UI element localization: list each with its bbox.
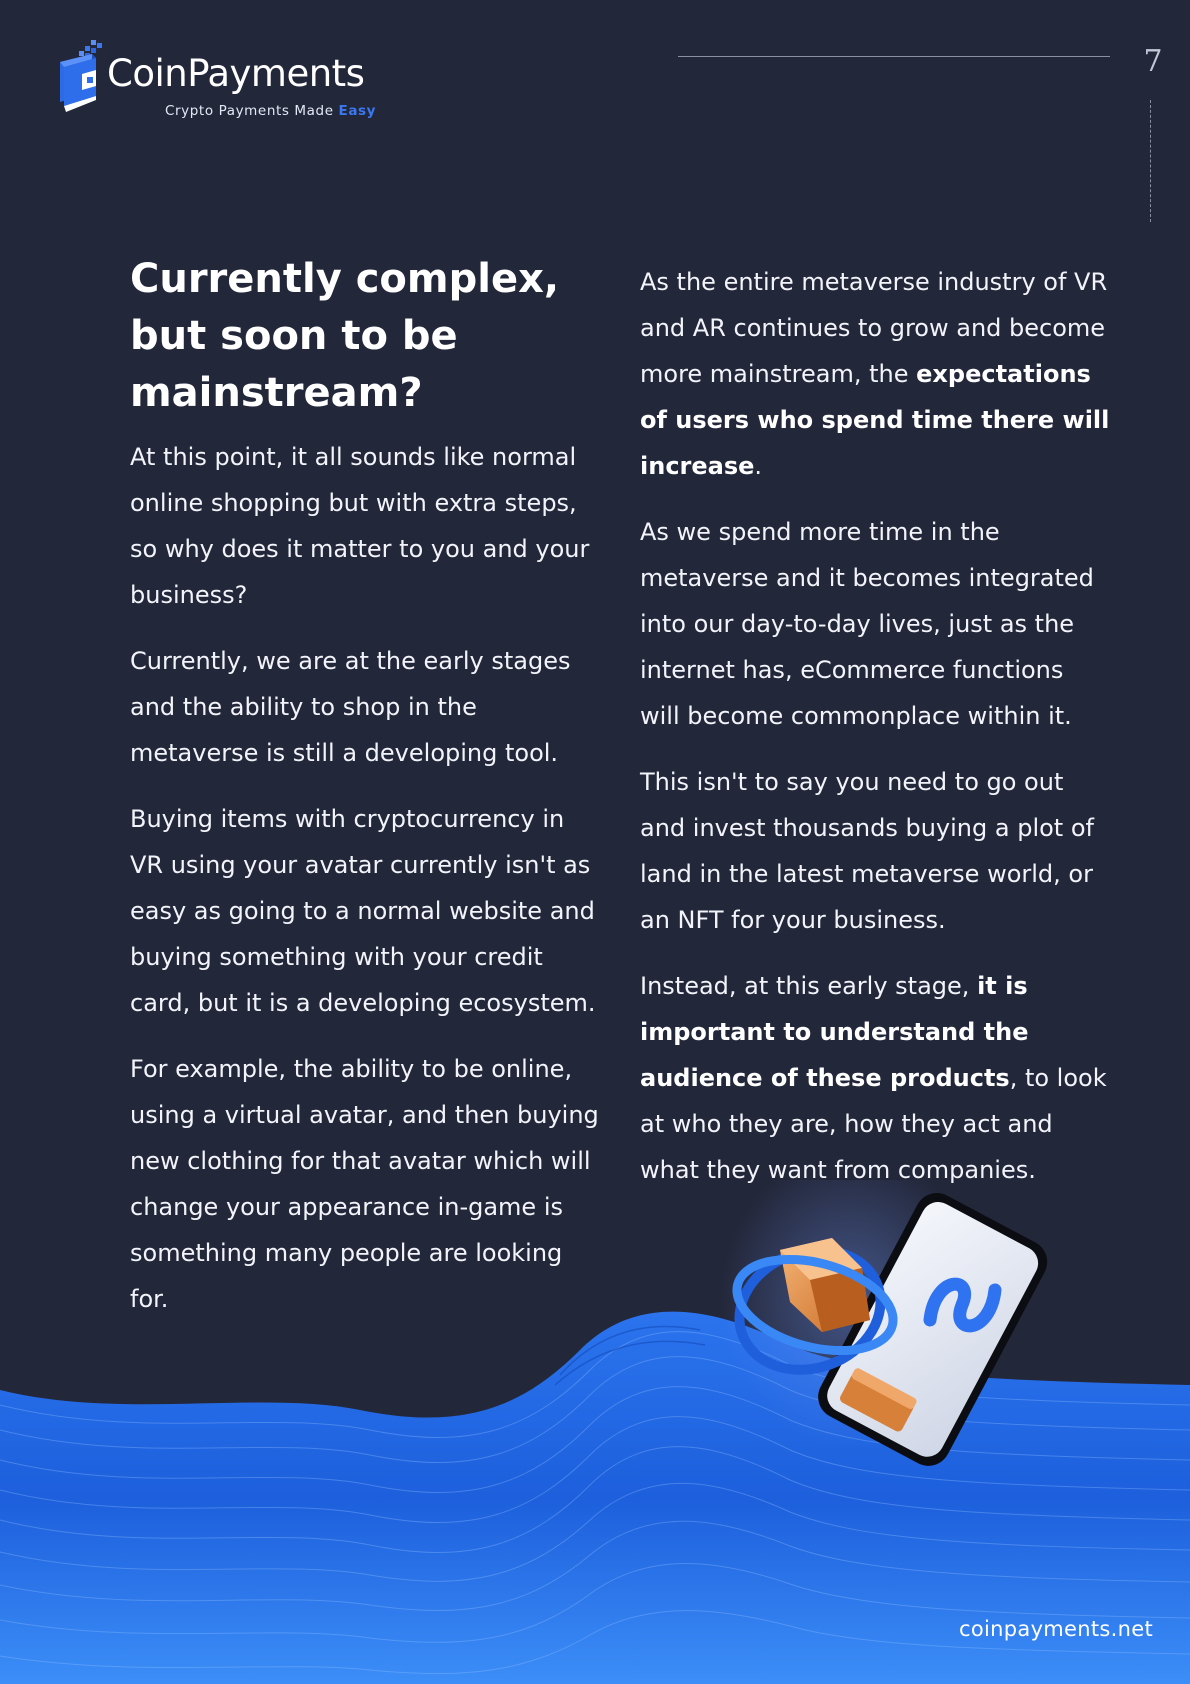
right-paragraph-3: This isn't to say you need to go out and invest thousands buying a plot of land in the latest metaverse world, or an NFT for your business.: [640, 768, 1094, 934]
right-paragraph-4-text: Instead, at this early stage,: [640, 972, 978, 1000]
tagline-text: Crypto Payments Made: [165, 103, 334, 119]
left-paragraph-2: Currently, we are at the early stages and the ability to shop in the metaverse is still a developing tool.: [130, 647, 571, 767]
dotted-divider: [1150, 100, 1151, 222]
right-paragraph-1-text: As the entire metaverse industry of VR and AR continues to grow and become more mainstream, the: [640, 268, 1108, 388]
left-column: [130, 251, 600, 1342]
right-paragraph-4-end: , to look at who they are, how they act and what they want from companies.: [640, 1064, 1107, 1184]
footer-url: coinpayments.net: [959, 1617, 1153, 1641]
logo-wordmark: CoinPayments: [107, 52, 365, 95]
right-paragraph-2: As we spend more time in the metaverse and it becomes integrated into our day-to-day lives, just as the internet has, eCommerce functions will become commonplace within it.: [640, 518, 1094, 730]
coinpayments-logo: [58, 40, 398, 125]
logo-tagline: [165, 103, 376, 119]
page-heading: Currently complex, but soon to be mainstream?: [130, 256, 560, 416]
tagline-accent: Easy: [338, 103, 377, 119]
left-paragraph-1: At this point, it all sounds like normal online shopping but with extra steps, so why does it matter to you and your business?: [130, 443, 590, 609]
header-divider: [678, 56, 1110, 57]
right-paragraph-1-end: .: [754, 452, 763, 480]
right-column: [640, 259, 1110, 1213]
page-number: 7: [1143, 44, 1163, 79]
wallet-logo-icon: [58, 40, 104, 118]
right-paragraph-4-bold: it is important to understand the audience of these products: [640, 972, 1029, 1092]
left-paragraph-3: Buying items with cryptocurrency in VR using your avatar currently isn't as easy as going to a normal website and buying something with your credit card, but it is a developing ecosystem.: [130, 805, 596, 1017]
right-paragraph-1: [640, 259, 1110, 489]
left-paragraph-4: For example, the ability to be online, using a virtual avatar, and then buying new clothing for that avatar which will change your appearance in-game is something many people are looking for.: [130, 1055, 599, 1313]
right-paragraph-4: [640, 963, 1110, 1193]
wave-illustration: [0, 1180, 1190, 1684]
right-paragraph-1-bold: expectations of users who spend time there will increase: [640, 360, 1110, 480]
